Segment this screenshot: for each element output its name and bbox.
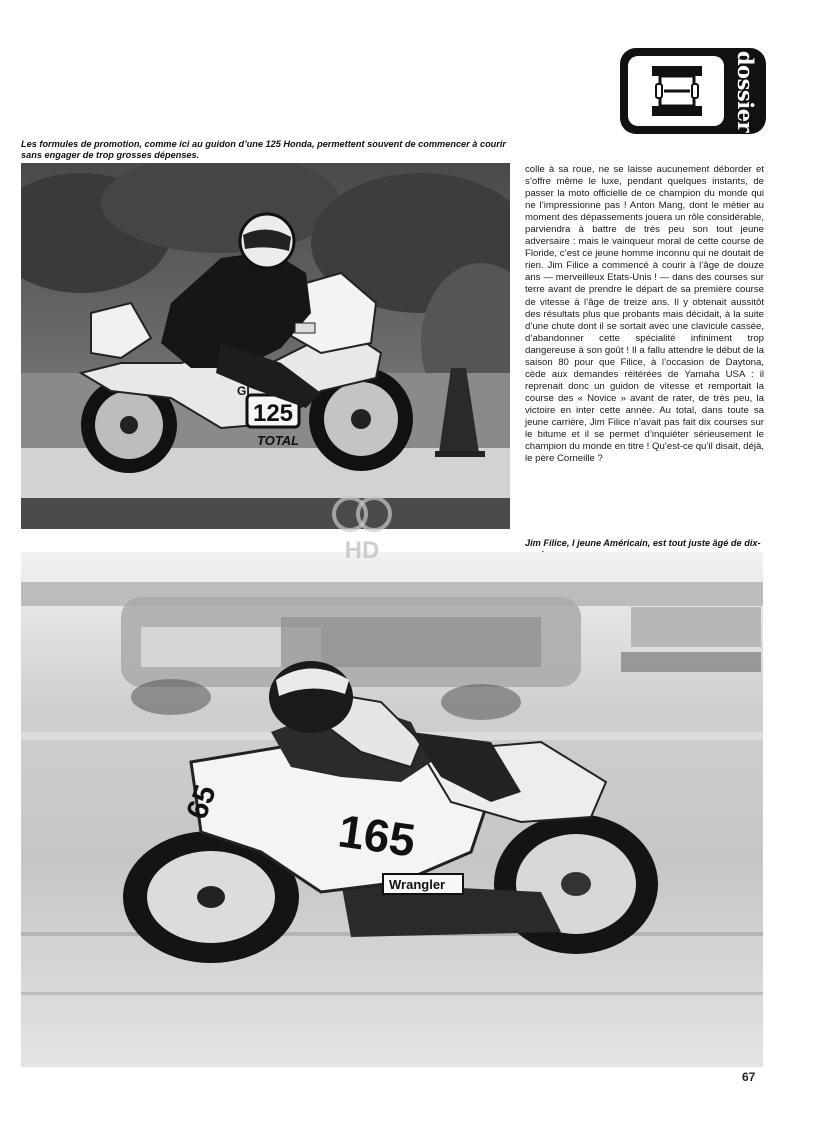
photo1-badge: GI [237,384,250,398]
logo-wordmark [726,48,766,134]
logo-emblem-panel [628,56,724,126]
photo1-race-number: 125 [252,400,294,427]
photo-filice-165-image [21,552,763,1067]
photo-honda-125 [21,163,510,529]
photo2-race-number: 165 [335,804,419,867]
photo-caption-side: Jim Filice, l jeune Américain, est tout juste âgé de dix- [525,538,761,548]
watermark [320,492,404,564]
film-clip-icon [642,64,712,118]
photo-caption-top: Les formules de promotion, comme ici au guidon d’une 125 Honda, permettent souvent de commencer à courir sans engager de trop grosses dépenses. [21,139,506,160]
page-number: 67 [742,1070,756,1084]
photo2-front-number: 65 [180,780,223,824]
dossier-logo [620,48,766,134]
article-column [525,164,764,465]
photo-filice-165 [21,552,763,1067]
watermark-text: HD [344,537,380,564]
logo-text: dossier [733,50,759,132]
watermark-logo-icon [320,492,404,564]
photo1-sponsor: TOTAL [257,433,300,448]
article-paragraph: colle à sa roue, ne se laisse aucunement déborder et s’offre même le luxe, pendant quelques instants, de passer la moto officielle de ce champion du monde qui ne l’impressionne pas ! Anton Mang, dont le métier au moment des dépassements jouera un rôle considérable, parviendra à battre de très peu son tout jeune adversaire : mais le vainqueur moral de cette course de Floride, c’est ce jeune homme inconnu qui ne doutait de rien. Jim Filice a commencé à courir à l’âge de douze ans — merveilleux Etats-Unis ! — dans des courses sur terre avant de prendre le départ de sa première course de vitesse à l’âge de treize ans. Il y obtenait aussitôt des résultats plus que probants mais décidait, à la suite d’une chute dont il se sortait avec une clavicule cassée, d’abandonner cette spécialité infiniment trop dangereuse à son goût ! Il a fallu attendre le début de la saison 80 pour que Filice, à l’occasion de Daytona, cède aux demandes réitérées de Yamaha USA : il reprenait donc un guidon de vitesse et remportait la course des « Novice » avant de rater, de très peu, la victoire en inter cette année. Au total, dans toute sa jeune carrière, Jim Filice n’avait pas fait dix courses sur le bitume et il se permet d’inquiéter sérieusement le champion du monde en titre ! Qu’est-ce qu’il disait, déjà, le père Corneille ? [525,164,764,465]
photo2-sponsor: Wrangler [389,877,446,892]
photo-honda-125-image [21,163,510,529]
